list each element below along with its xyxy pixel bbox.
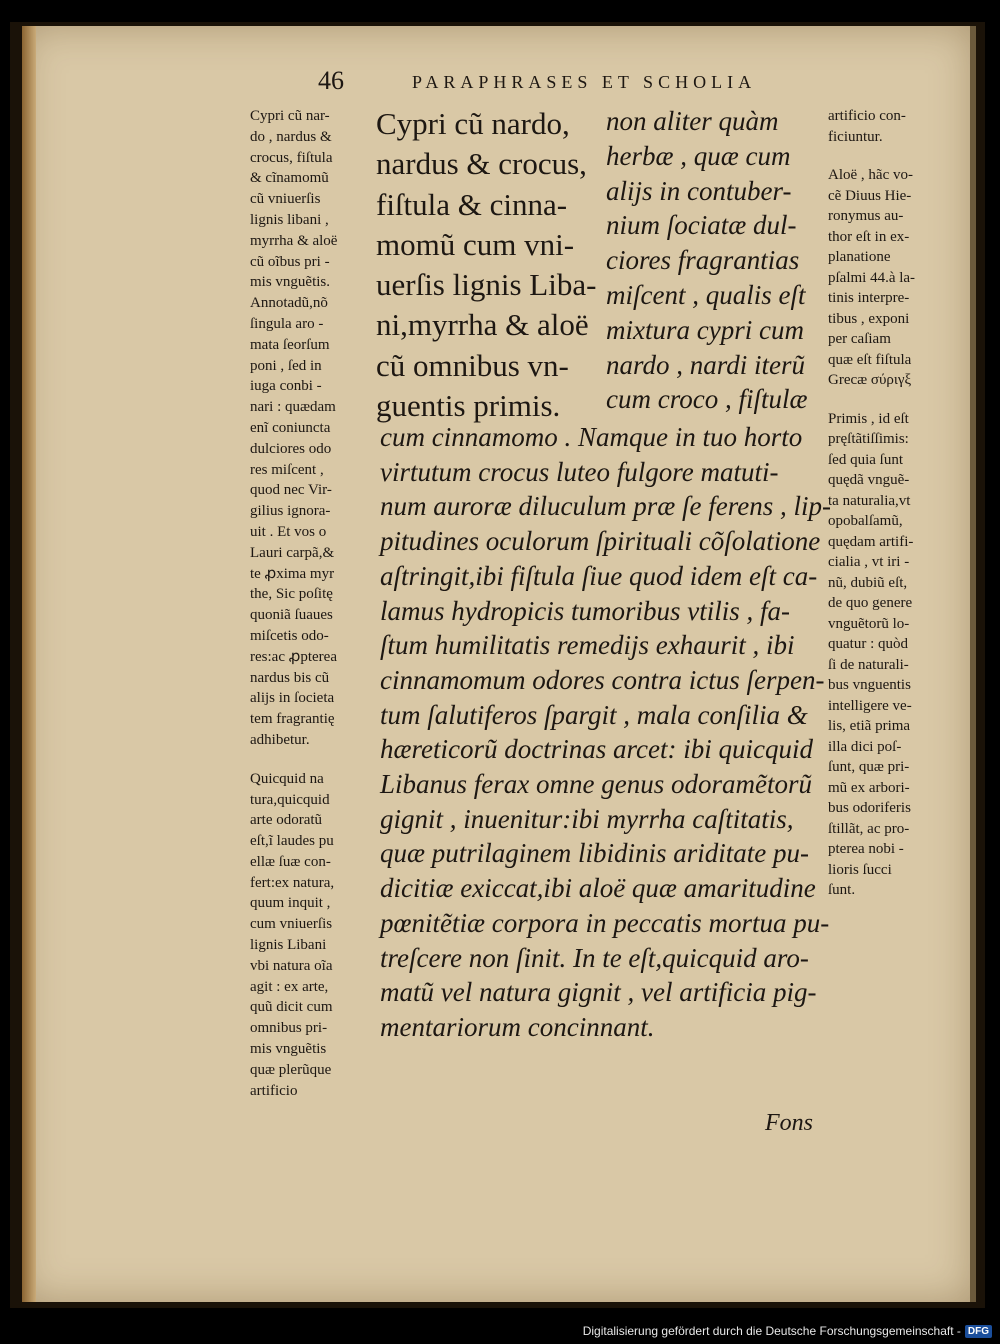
margin-note-line: quędã vnguẽ- — [828, 472, 910, 488]
margin-note-line: res miſcent , — [250, 461, 324, 478]
text-line: gignit , inuenitur:ibi myrrha caſtitatis, — [380, 803, 794, 834]
text-line: treſcere non ſinit. In te eſt,quicquid aro- — [380, 942, 809, 973]
margin-note-line: vbi natura oĩa — [250, 957, 333, 974]
margin-note-line: nari : quædam — [250, 399, 336, 416]
margin-note-line: illa dici poſ- — [828, 738, 902, 755]
text-line: guentis primis. — [376, 388, 561, 424]
left-margin-block-1 — [250, 106, 372, 751]
text-line: pœnitẽtiæ corpora in peccatis mortua pu- — [380, 907, 830, 938]
text-line: matũ vel natura gignit , vel artificia pig- — [380, 977, 817, 1008]
text-line: alijs in contuber- — [606, 175, 792, 206]
text-line: cum cinnamomo . Namque in tuo horto — [380, 422, 803, 452]
margin-note-line: pſalmi 44.à la- — [828, 269, 916, 286]
margin-note-line: quæ eſt fiſtula — [828, 351, 912, 368]
margin-note-line: ſunt. — [828, 882, 856, 898]
margin-note-line: vnguẽtorũ lo- — [828, 615, 910, 632]
margin-note-line: bus odoriferis — [828, 800, 911, 816]
margin-note-line: Quicquid na — [250, 770, 324, 787]
text-line: Libanus ferax omne genus odoramẽtorũ — [380, 769, 812, 800]
catchword: Fons — [765, 1110, 813, 1136]
margin-note-line: do , nardus & — [250, 128, 332, 145]
margin-note-line: dulciores odo — [250, 440, 332, 457]
text-line: fiſtula & cinna- — [376, 186, 568, 222]
right-margin-block-3 — [828, 409, 952, 901]
margin-note-line: res:ac ꝓpterea — [250, 648, 337, 665]
margin-note-line: Grecæ σύριγξ — [828, 372, 912, 388]
text-line: quæ putrilaginem libidinis ariditate pu- — [380, 838, 810, 869]
margin-note-line: lignis libani , — [250, 211, 329, 228]
margin-note-line: eſt,ĩ laudes pu — [250, 833, 334, 850]
margin-note-line: ronymus au- — [828, 208, 904, 224]
text-line: virtutum crocus luteo fulgore matuti- — [380, 456, 779, 487]
margin-note-line: Annotadũ,nõ — [250, 295, 328, 312]
margin-note-line: cum vniuerſis — [250, 916, 333, 933]
margin-note-line: tem fragrantię — [250, 711, 335, 728]
margin-note-line: iuga conbi - — [250, 378, 322, 395]
text-line: mentariorum concinnant. — [380, 1011, 655, 1042]
margin-note-line: crocus, fiſtula — [250, 149, 333, 166]
right-margin-notes — [828, 106, 952, 901]
margin-note-line: cũ oĩbus pri - — [250, 253, 330, 270]
text-line: herbæ , quæ cum — [606, 140, 791, 171]
margin-note-line: quędam artifi- — [828, 533, 914, 550]
text-line: momũ cum vni- — [376, 226, 575, 262]
margin-note-line: de quo genere — [828, 595, 913, 611]
margin-note-line: nũ, dubiũ eſt, — [828, 574, 908, 591]
margin-note-line: Lauri carpã,& — [250, 544, 335, 561]
margin-note-line: arte odoratũ — [250, 812, 323, 829]
text-line: hæreticorũ doctrinas arcet: ibi quicquid — [380, 734, 813, 765]
margin-note-line: Aloë , hãc vo- — [828, 167, 913, 183]
right-margin-block-1 — [828, 106, 952, 147]
margin-note-line: thor eſt in ex- — [828, 228, 910, 245]
digitization-footer — [583, 1322, 992, 1340]
text-line: mixtura cypri cum — [606, 314, 804, 345]
left-margin-block-2 — [250, 769, 372, 1102]
page-header — [318, 66, 818, 100]
margin-note-line: artificio con- — [828, 108, 906, 124]
text-line: lamus hydropicis tumoribus vtilis , fa- — [380, 595, 790, 626]
page-right-edge — [970, 26, 976, 1302]
margin-note-line: lignis Libani — [250, 937, 327, 954]
margin-note-line: quum inquit , — [250, 895, 331, 912]
margin-note-line: pterea nobi - — [828, 841, 904, 857]
margin-note-line: alijs in ſocieta — [250, 690, 335, 707]
margin-note-line: te ꝓxima myr — [250, 565, 335, 582]
text-line: num auroræ diluculum præ ſe ferens , lip- — [380, 491, 831, 522]
text-line: uerſis lignis Liba- — [376, 267, 597, 303]
margin-note-line: ſingula aro - — [250, 315, 324, 332]
margin-note-line: uit . Et vos o — [250, 523, 327, 540]
margin-note-line: cialia , vt iri - — [828, 554, 910, 570]
margin-note-line: per caſiam — [828, 331, 891, 347]
margin-note-line: mis vnguẽtis. — [250, 274, 331, 291]
margin-note-line: ficiuntur. — [828, 128, 883, 145]
margin-note-line: ſunt, quæ pri- — [828, 759, 910, 775]
margin-note-line: quatur : quòd — [828, 636, 908, 652]
right-margin-block-2 — [828, 165, 952, 391]
text-line: tum ſalutiferos ſpargit , mala conſilia & — [380, 699, 808, 730]
margin-note-line: ta naturalia,vt — [828, 492, 911, 509]
margin-note-line: fert:ex natura, — [250, 874, 335, 891]
text-line: ni,myrrha & aloë — [376, 307, 589, 343]
dfg-logo-icon: DFG — [965, 1325, 992, 1338]
text-line: cum croco , fiſtulæ — [606, 384, 808, 415]
margin-note-line: tibus , exponi — [828, 310, 910, 327]
margin-note-line: tura,quicquid — [250, 791, 330, 808]
margin-note-line: agit : ex arte, — [250, 978, 329, 995]
margin-note-line: Primis , id eſt — [828, 410, 909, 427]
margin-note-line: bus vnguentis — [828, 677, 911, 693]
margin-note-line: poni , ſed in — [250, 357, 322, 374]
text-line: nardo , nardi iterũ — [606, 349, 806, 380]
running-head: PARAPHRASES ET SCHOLIA — [412, 72, 757, 92]
margin-note-line: cẽ Diuus Hie- — [828, 187, 912, 204]
margin-note-line: Cypri cũ nar- — [250, 108, 330, 124]
text-line: cũ omnibus vn- — [376, 347, 569, 383]
margin-note-line: quũ dicit cum — [250, 999, 333, 1016]
text-line: ciores fragrantias — [606, 245, 800, 276]
text-line: pitudines oculorum ſpirituali cõſolatione — [380, 526, 821, 557]
text-line: nardus & crocus, — [376, 146, 587, 182]
margin-note-line: quæ plerũque — [250, 1061, 332, 1078]
margin-note-line: omnibus pri- — [250, 1020, 328, 1037]
margin-note-line: mata ſeorſum — [250, 336, 330, 353]
main-text-roman — [376, 104, 596, 426]
margin-note-line: pręſtãtiſſimis: — [828, 431, 909, 447]
main-text-italic-upper — [606, 104, 821, 417]
text-line: cinnamomum odores contra ictus ſerpen- — [380, 664, 825, 695]
margin-note-line: quoniã ſuaues — [250, 607, 333, 624]
margin-note-line: & cĩnamomũ — [250, 170, 329, 187]
margin-note-line: lis, etiã prima — [828, 718, 911, 734]
margin-note-line: the, Sic poſitę — [250, 586, 333, 603]
margin-note-line: quod nec Vir- — [250, 482, 332, 499]
margin-note-line: ſed quia ſunt — [828, 451, 903, 468]
text-line: dicitiæ exiccat,ibi aloë quæ amaritudine — [380, 873, 816, 904]
margin-note-line: adhibetur. — [250, 731, 310, 748]
margin-note-line: intelligere ve- — [828, 697, 912, 714]
text-line: ſtum humilitatis remedijs exhaurit , ibi — [380, 630, 795, 661]
text-line: nium ſociatæ dul- — [606, 210, 797, 241]
margin-note-line: planatione — [828, 249, 891, 265]
text-line: miſcent , qualis eſt — [606, 279, 806, 310]
page-binding-edge — [22, 26, 36, 1302]
margin-note-line: mis vnguẽtis — [250, 1041, 327, 1058]
text-line: Cypri cũ nardo, — [376, 106, 570, 141]
margin-note-line: ellæ ſuæ con- — [250, 853, 331, 870]
margin-note-line: opobalſamũ, — [828, 513, 903, 529]
footer-credit: Digitalisierung gefördert durch die Deutsche Forschungsgemeinschaft - — [582, 1324, 961, 1338]
margin-note-line: mũ ex arbori- — [828, 779, 910, 796]
margin-note-line: tinis interpre- — [828, 290, 910, 306]
margin-note-line: nardus bis cũ — [250, 669, 330, 686]
margin-note-line: gilius ignora- — [250, 503, 331, 520]
margin-note-line: ſi de naturali- — [828, 656, 909, 673]
margin-note-line: lioris ſucci — [828, 861, 892, 878]
margin-note-line: miſcetis odo- — [250, 627, 329, 644]
margin-note-line: cũ vniuerſis — [250, 191, 321, 208]
left-margin-notes — [250, 106, 372, 1101]
text-line: non aliter quàm — [606, 106, 779, 136]
margin-note-line: ſtillãt, ac pro- — [828, 820, 910, 837]
margin-note-line: artificio — [250, 1082, 298, 1099]
margin-note-line: enĩ coniuncta — [250, 419, 331, 436]
text-line: aſtringit,ibi fiſtula ſiue quod idem eſt ca- — [380, 560, 818, 591]
page-number: 46 — [318, 66, 344, 95]
main-text-italic-lower — [380, 420, 831, 1045]
margin-note-line: myrrha & aloë — [250, 232, 338, 249]
